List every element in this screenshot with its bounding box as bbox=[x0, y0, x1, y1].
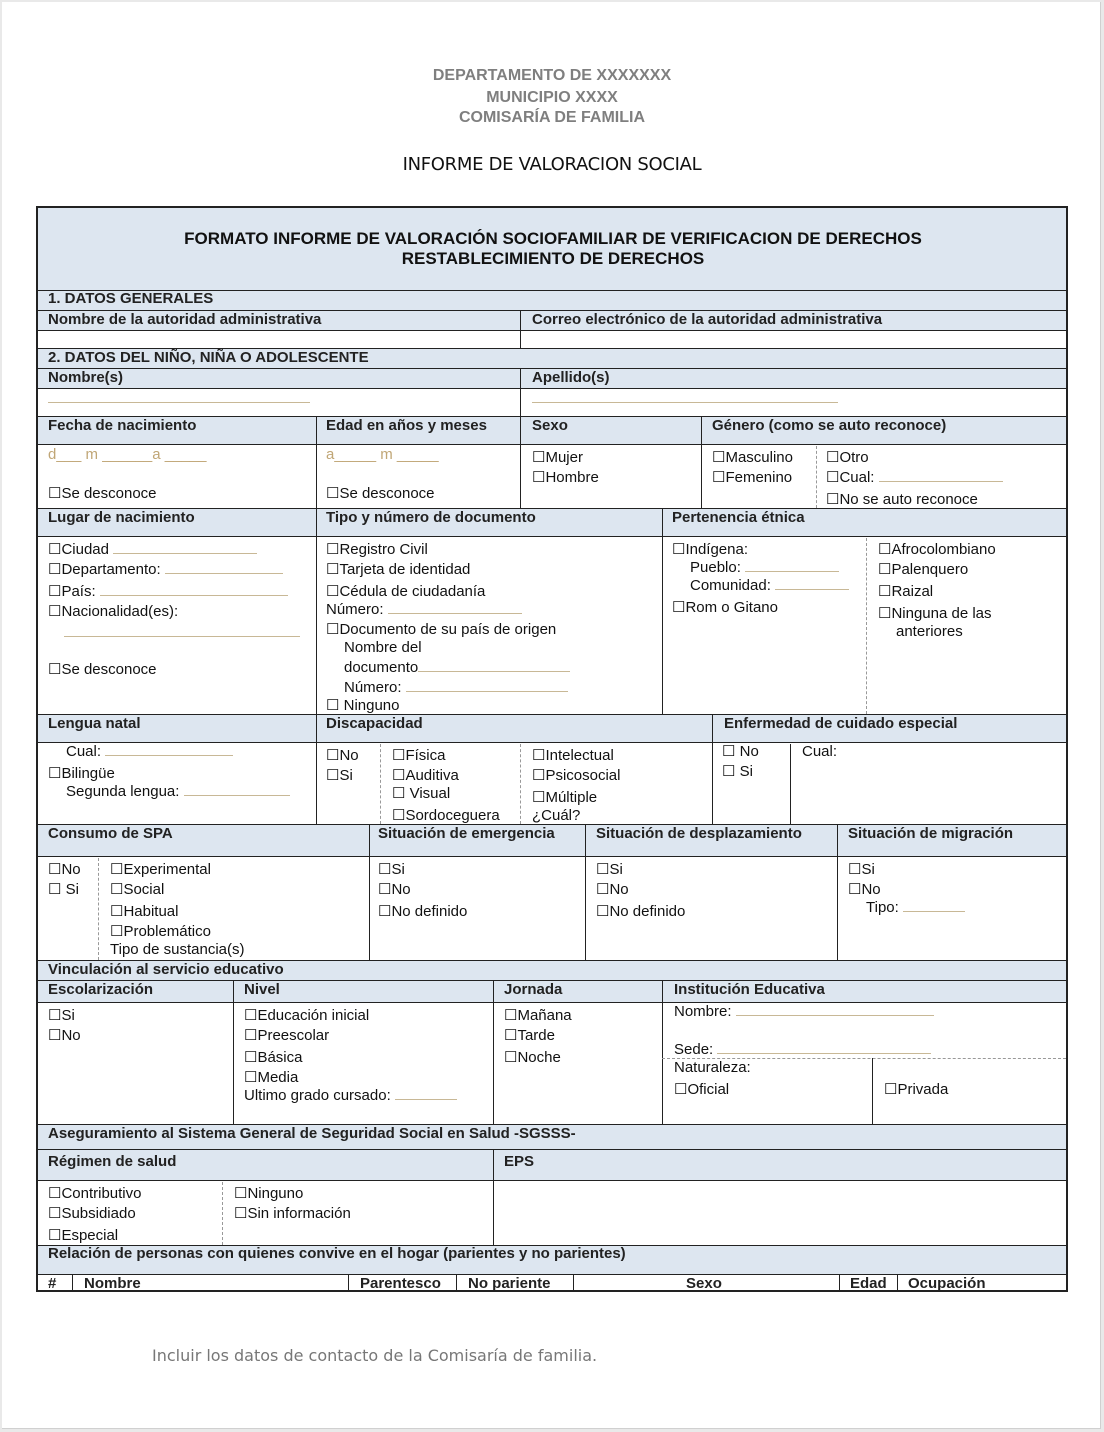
gender-which[interactable] bbox=[826, 469, 1003, 486]
spa-experimental[interactable]: ☐Experimental bbox=[110, 861, 211, 878]
doc-name-of: Nombre del bbox=[344, 639, 422, 656]
gender-label: Género (como se auto reconoce) bbox=[712, 417, 947, 434]
spa-problematic[interactable]: ☐Problemático bbox=[110, 923, 211, 940]
age-unknown[interactable]: ☐Se desconoce bbox=[326, 485, 435, 502]
names-line[interactable] bbox=[48, 402, 310, 403]
divider bbox=[456, 1274, 457, 1290]
level-preschool[interactable]: ☐Preescolar bbox=[244, 1027, 330, 1044]
birth-department[interactable] bbox=[48, 561, 283, 578]
migration-no[interactable]: ☐No bbox=[848, 881, 881, 898]
displacement-label: Situación de desplazamiento bbox=[596, 825, 802, 842]
level-secondary[interactable]: ☐Media bbox=[244, 1069, 299, 1086]
authority-email-label: Correo electrónico de la autoridad administrativa bbox=[532, 311, 883, 328]
birth-country[interactable] bbox=[48, 583, 288, 600]
doc-number-line bbox=[388, 601, 522, 614]
language-which-label: Cual: bbox=[66, 743, 102, 760]
divider bbox=[520, 744, 521, 824]
doc-foreign-number-label: Número: bbox=[344, 679, 402, 696]
spa-habitual[interactable]: ☐Habitual bbox=[110, 903, 179, 920]
emergency-yes[interactable]: ☐Si bbox=[378, 861, 405, 878]
institution-name-line bbox=[736, 1003, 934, 1016]
migration-type[interactable] bbox=[866, 899, 965, 916]
shift-night[interactable]: ☐Noche bbox=[504, 1049, 561, 1066]
doc-number[interactable] bbox=[326, 601, 522, 618]
disability-visual[interactable]: ☐ Visual bbox=[392, 785, 451, 802]
education-label: Vinculación al servicio educativo bbox=[48, 961, 284, 978]
col-name: Nombre bbox=[84, 1275, 141, 1292]
illness-yes[interactable]: ☐ Si bbox=[722, 763, 753, 780]
sex-female[interactable]: ☐Mujer bbox=[532, 449, 583, 466]
emergency-undefined[interactable]: ☐No definido bbox=[378, 903, 468, 920]
office-heading: COMISARÍA DE FAMILIA bbox=[458, 109, 646, 126]
department-heading: DEPARTAMENTO DE XXXXXXX bbox=[432, 67, 672, 84]
divider bbox=[348, 1274, 349, 1290]
divider bbox=[839, 1274, 840, 1290]
form-title-line2: RESTABLECIMIENTO DE DERECHOS bbox=[401, 249, 705, 268]
household-label: Relación de personas con quienes convive en el hogar (parientes y no parientes) bbox=[48, 1245, 626, 1262]
sex-label: Sexo bbox=[532, 417, 568, 434]
birth-country-line bbox=[100, 583, 288, 596]
divider bbox=[316, 508, 317, 714]
names-label: Nombre(s) bbox=[48, 369, 124, 386]
birth-date-unknown[interactable]: ☐Se desconoce bbox=[48, 485, 157, 502]
birth-city-line bbox=[113, 541, 257, 554]
age-field[interactable]: a_____ m _____ bbox=[326, 446, 439, 463]
birth-date-field[interactable]: d___ m ______a _____ bbox=[48, 446, 207, 463]
shift-morning[interactable]: ☐Mañana bbox=[504, 1007, 572, 1024]
ethnic-community-line bbox=[775, 577, 849, 590]
divider bbox=[837, 824, 838, 960]
disability-label: Discapacidad bbox=[326, 715, 423, 732]
gender-other[interactable]: ☐Otro bbox=[826, 449, 869, 466]
surnames-label: Apellido(s) bbox=[532, 369, 610, 386]
migration-type-line bbox=[903, 899, 965, 912]
spa-no[interactable]: ☐No bbox=[48, 861, 81, 878]
institution-private[interactable]: ☐Privada bbox=[884, 1081, 949, 1098]
bilingual[interactable]: ☐Bilingüe bbox=[48, 765, 115, 782]
doc-foreign-number-line bbox=[406, 679, 568, 692]
migration-label: Situación de migración bbox=[848, 825, 1014, 842]
ethnic-raizal[interactable]: ☐Raizal bbox=[878, 583, 934, 600]
emergency-label: Situación de emergencia bbox=[378, 825, 555, 842]
spa-yes[interactable]: ☐ Si bbox=[48, 881, 79, 898]
divider bbox=[662, 508, 663, 714]
illness-label: Enfermedad de cuidado especial bbox=[724, 715, 958, 732]
divider bbox=[72, 1274, 73, 1290]
regime-special[interactable]: ☐Especial bbox=[48, 1227, 119, 1244]
disability-hearing[interactable]: ☐Auditiva bbox=[392, 767, 459, 784]
col-relationship: Parentesco bbox=[360, 1275, 441, 1292]
regime-none[interactable]: ☐Ninguno bbox=[234, 1185, 304, 1202]
schooling-yes[interactable]: ☐Si bbox=[48, 1007, 75, 1024]
institution-site-line bbox=[717, 1041, 931, 1054]
institution-official[interactable]: ☐Oficial bbox=[674, 1081, 730, 1098]
divider bbox=[222, 1182, 223, 1245]
disability-intellectual[interactable]: ☐Intelectual bbox=[532, 747, 614, 764]
displacement-undefined[interactable]: ☐No definido bbox=[596, 903, 686, 920]
ethnic-people-label: Pueblo: bbox=[690, 559, 741, 576]
nationality[interactable]: ☐Nacionalidad(es): bbox=[48, 603, 179, 620]
birth-place-label: Lugar de nacimiento bbox=[48, 509, 195, 526]
doc-none[interactable]: ☐ Ninguno bbox=[326, 697, 400, 714]
sex-male[interactable]: ☐Hombre bbox=[532, 469, 599, 486]
migration-yes[interactable]: ☐Si bbox=[848, 861, 875, 878]
ethnic-palenquero[interactable]: ☐Palenquero bbox=[878, 561, 969, 578]
divider bbox=[816, 446, 817, 508]
institution-name-label: Nombre: bbox=[674, 1003, 732, 1020]
shift-afternoon[interactable]: ☐Tarde bbox=[504, 1027, 555, 1044]
divider bbox=[233, 980, 234, 1124]
birth-place-unknown[interactable]: ☐Se desconoce bbox=[48, 661, 157, 678]
divider bbox=[369, 824, 370, 960]
disability-no[interactable]: ☐No bbox=[326, 747, 359, 764]
gender-none[interactable]: ☐No se auto reconoce bbox=[826, 491, 978, 508]
level-basic[interactable]: ☐Básica bbox=[244, 1049, 303, 1066]
doc-id-card[interactable]: ☐Tarjeta de identidad bbox=[326, 561, 471, 578]
regime-label: Régimen de salud bbox=[48, 1153, 177, 1170]
divider bbox=[585, 824, 586, 960]
ethnic-community[interactable] bbox=[690, 577, 849, 594]
col-non-relative: No pariente bbox=[468, 1275, 551, 1292]
col-occupation: Ocupación bbox=[908, 1275, 986, 1292]
disability-which: ¿Cuál? bbox=[532, 807, 581, 824]
regime-contributive[interactable]: ☐Contributivo bbox=[48, 1185, 142, 1202]
col-number: # bbox=[48, 1275, 57, 1292]
last-grade-line bbox=[395, 1087, 457, 1100]
birth-department-label: ☐Departamento: bbox=[48, 561, 161, 578]
gender-female[interactable]: ☐Femenino bbox=[712, 469, 793, 486]
divider bbox=[520, 368, 521, 416]
ethnic-rom[interactable]: ☐Rom o Gitano bbox=[672, 599, 778, 616]
illness-no[interactable]: ☐ No bbox=[722, 743, 759, 760]
footer-note: Incluir los datos de contacto de la Comisaría de familia. bbox=[152, 1346, 598, 1365]
schooling-no[interactable]: ☐No bbox=[48, 1027, 81, 1044]
divider bbox=[493, 980, 494, 1124]
ethnic-afro[interactable]: ☐Afrocolombiano bbox=[878, 541, 996, 558]
divider bbox=[316, 714, 317, 824]
spa-substance: Tipo de sustancia(s) bbox=[110, 941, 245, 958]
divider bbox=[573, 1274, 574, 1290]
level-initial[interactable]: ☐Educación inicial bbox=[244, 1007, 370, 1024]
disability-multiple[interactable]: ☐Múltiple bbox=[532, 789, 598, 806]
ethnic-none-cont: anteriores bbox=[896, 623, 963, 640]
regime-subsidized[interactable]: ☐Subsidiado bbox=[48, 1205, 136, 1222]
migration-type-label: Tipo: bbox=[866, 899, 899, 916]
disability-yes[interactable]: ☐Si bbox=[326, 767, 353, 784]
last-grade-label: Ultimo grado cursado: bbox=[244, 1087, 391, 1104]
gender-which-label: ☐Cual: bbox=[826, 469, 875, 486]
divider bbox=[380, 744, 381, 824]
ethnic-label: Pertenencia étnica bbox=[672, 509, 805, 526]
divider bbox=[520, 416, 521, 508]
disability-physical[interactable]: ☐Física bbox=[392, 747, 446, 764]
divider bbox=[872, 1058, 873, 1124]
document-label: Tipo y número de documento bbox=[326, 509, 536, 526]
second-language-label: Segunda lengua: bbox=[66, 783, 180, 800]
divider bbox=[701, 416, 702, 508]
schooling-label: Escolarización bbox=[48, 981, 154, 998]
divider bbox=[897, 1274, 898, 1290]
surnames-line[interactable] bbox=[532, 402, 838, 403]
second-language[interactable] bbox=[66, 783, 290, 800]
eps-label: EPS bbox=[504, 1153, 535, 1170]
doc-name-label: documento bbox=[344, 659, 419, 676]
col-sex: Sexo bbox=[686, 1275, 722, 1292]
ethnic-none[interactable]: ☐Ninguna de las bbox=[878, 605, 992, 622]
nationality-line[interactable] bbox=[64, 636, 300, 637]
divider bbox=[866, 538, 867, 714]
divider bbox=[520, 310, 521, 348]
emergency-no[interactable]: ☐No bbox=[378, 881, 411, 898]
divider bbox=[98, 858, 99, 960]
doc-citizen-card[interactable]: ☐Cédula de ciudadanía bbox=[326, 583, 486, 600]
birth-department-line bbox=[165, 561, 283, 574]
birth-city[interactable] bbox=[48, 541, 257, 558]
institution-name[interactable] bbox=[674, 1003, 934, 1020]
shift-label: Jornada bbox=[504, 981, 563, 998]
divider bbox=[790, 744, 791, 824]
doc-foreign-number[interactable] bbox=[344, 679, 568, 696]
level-label: Nivel bbox=[244, 981, 280, 998]
second-language-line bbox=[184, 783, 290, 796]
divider bbox=[493, 1149, 494, 1245]
institution-label: Institución Educativa bbox=[674, 981, 825, 998]
doc-name-line bbox=[418, 659, 570, 672]
spa-label: Consumo de SPA bbox=[48, 825, 173, 842]
institution-nature: Naturaleza: bbox=[674, 1059, 751, 1076]
divider bbox=[316, 416, 317, 508]
ethnic-community-label: Comunidad: bbox=[690, 577, 771, 594]
section-2-heading: 2. DATOS DEL NIÑO, NIÑA O ADOLESCENTE bbox=[48, 349, 369, 366]
institution-site-label: Sede: bbox=[674, 1041, 714, 1058]
divider bbox=[712, 714, 713, 824]
institution-site[interactable] bbox=[674, 1041, 931, 1058]
displacement-no[interactable]: ☐No bbox=[596, 881, 629, 898]
regime-header-row bbox=[38, 1149, 1066, 1181]
language-which[interactable] bbox=[66, 743, 233, 760]
authority-name-label: Nombre de la autoridad administrativa bbox=[48, 311, 322, 328]
language-which-line bbox=[105, 743, 233, 756]
section-1-heading: 1. DATOS GENERALES bbox=[48, 290, 214, 307]
insurance-label: Aseguramiento al Sistema General de Seguridad Social en Salud -SGSSS- bbox=[48, 1125, 576, 1142]
birth-date-label: Fecha de nacimiento bbox=[48, 417, 197, 434]
form-title-line1: FORMATO INFORME DE VALORACIÓN SOCIOFAMILIAR DE VERIFICACION DE DERECHOS bbox=[184, 229, 922, 248]
birth-country-label: ☐País: bbox=[48, 583, 96, 600]
disability-deafblind[interactable]: ☐Sordoceguera bbox=[392, 807, 500, 824]
language-label: Lengua natal bbox=[48, 715, 141, 732]
last-grade[interactable] bbox=[244, 1087, 457, 1104]
gender-male[interactable]: ☐Masculino bbox=[712, 449, 793, 466]
spa-social[interactable]: ☐Social bbox=[110, 881, 165, 898]
birth-city-label: ☐Ciudad bbox=[48, 541, 109, 558]
doc-name-field[interactable] bbox=[344, 659, 570, 676]
ethnic-people[interactable] bbox=[690, 559, 839, 576]
doc-foreign[interactable]: ☐Documento de su país de origen bbox=[326, 621, 557, 638]
doc-number-label: Número: bbox=[326, 601, 384, 618]
ethnic-people-line bbox=[745, 559, 839, 572]
doc-civil-registry[interactable]: ☐Registro Civil bbox=[326, 541, 428, 558]
disability-psychosocial[interactable]: ☐Psicosocial bbox=[532, 767, 621, 784]
municipality-heading: MUNICIPIO XXXX bbox=[486, 89, 618, 106]
col-age: Edad bbox=[850, 1275, 887, 1292]
regime-no-info[interactable]: ☐Sin información bbox=[234, 1205, 351, 1222]
gender-which-line bbox=[879, 469, 1003, 482]
age-label: Edad en años y meses bbox=[326, 417, 487, 434]
page-title: INFORME DE VALORACION SOCIAL bbox=[402, 154, 702, 175]
displacement-yes[interactable]: ☐Si bbox=[596, 861, 623, 878]
divider bbox=[662, 980, 663, 1124]
ethnic-indigenous[interactable]: ☐Indígena: bbox=[672, 541, 749, 558]
illness-which: Cual: bbox=[802, 743, 838, 760]
